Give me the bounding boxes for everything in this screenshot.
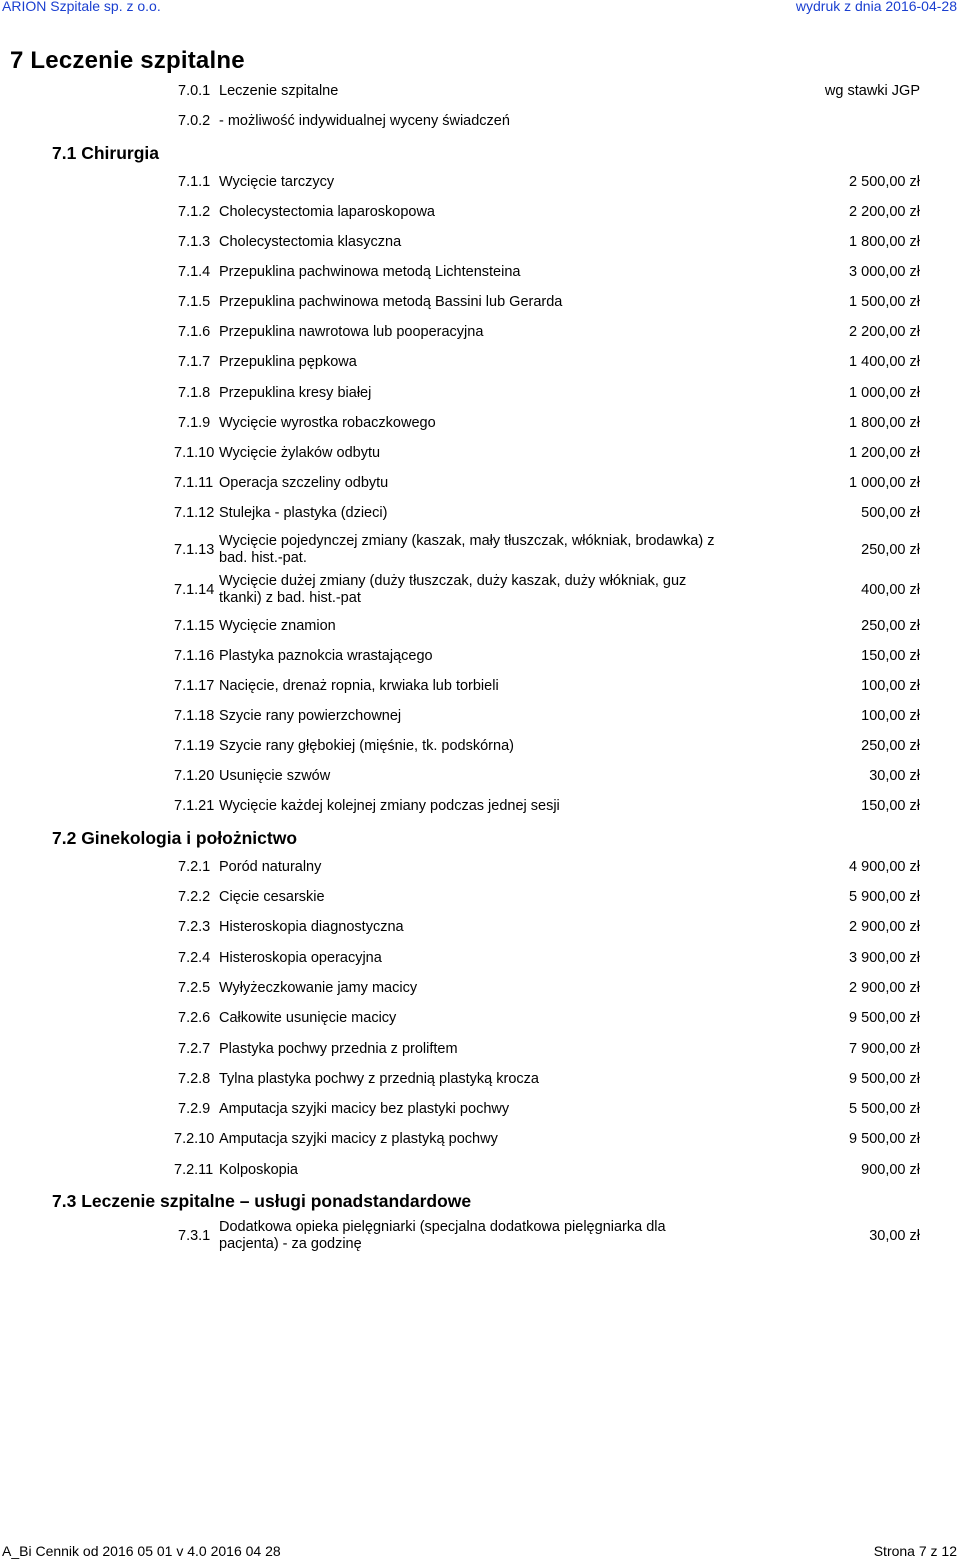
- item-number: 7.1.6: [178, 324, 211, 340]
- item-number: 7.1.5: [178, 294, 211, 310]
- item-price: 100,00 zł: [861, 708, 920, 724]
- item-description: Wycięcie pojedynczej zmiany (kaszak, mały tłuszczak, włókniak, brodawka) z bad. hist.-pat.: [219, 533, 715, 566]
- item-number: 7.2.9: [178, 1101, 211, 1117]
- item-price: 900,00 zł: [861, 1162, 920, 1178]
- item-number: 7.1.2: [178, 204, 211, 220]
- item-price: 1 800,00 zł: [849, 415, 920, 431]
- item-number: 7.2.7: [178, 1041, 211, 1057]
- item-number: 7.2.5: [178, 980, 211, 996]
- item-number: 7.1.1: [178, 174, 211, 190]
- item-number: 7.1.7: [178, 354, 211, 370]
- item-number: 7.1.4: [178, 264, 211, 280]
- item-number: 7.1.16: [174, 648, 215, 664]
- item-price: 500,00 zł: [861, 505, 920, 521]
- item-price: 1 400,00 zł: [849, 354, 920, 370]
- item-description: Wycięcie żylaków odbytu: [219, 445, 381, 461]
- item-price: 150,00 zł: [861, 798, 920, 814]
- item-description: Plastyka paznokcia wrastającego: [219, 648, 433, 664]
- item-number: 7.1.11: [174, 475, 214, 491]
- item-price: 1 000,00 zł: [849, 475, 920, 491]
- print-date: wydruk z dnia 2016-04-28: [795, 0, 957, 14]
- item-description: Nacięcie, drenaż ropnia, krwiaka lub torbieli: [219, 678, 499, 694]
- page-footer: [0, 1543, 960, 1561]
- item-description: Usunięcie szwów: [219, 768, 331, 784]
- item-number: 7.1.15: [174, 618, 215, 634]
- item-price: 100,00 zł: [861, 678, 920, 694]
- item-price: 4 900,00 zł: [849, 859, 920, 875]
- item-description: Wyłyżeczkowanie jamy macicy: [219, 980, 418, 996]
- item-description: Operacja szczeliny odbytu: [219, 475, 389, 491]
- item-number: 7.1.19: [174, 738, 215, 754]
- item-price: 9 500,00 zł: [849, 1131, 920, 1147]
- item-description: Dodatkowa opieka pielęgniarki (specjalna dodatkowa pielęgniarka dla pacjenta) - za godzinę: [219, 1219, 666, 1252]
- item-number: 7.2.1: [178, 859, 211, 875]
- item-price: 250,00 zł: [861, 618, 920, 634]
- item-description: Przepuklina pachwinowa metodą Lichtensteina: [219, 264, 521, 280]
- item-description: Histeroskopia operacyjna: [219, 950, 382, 966]
- item-price: 2 900,00 zł: [849, 980, 920, 996]
- item-price: 2 200,00 zł: [849, 204, 920, 220]
- item-number: 7.1.20: [174, 768, 215, 784]
- item-price: 2 200,00 zł: [849, 324, 920, 340]
- item-price: 9 500,00 zł: [849, 1010, 920, 1026]
- item-number: 7.1.18: [174, 708, 215, 724]
- item-description: Przepuklina nawrotowa lub pooperacyjna: [219, 324, 484, 340]
- item-number: 7.2.11: [174, 1162, 214, 1178]
- item-number: 7.2.3: [178, 919, 211, 935]
- item-number: 7.2.4: [178, 950, 211, 966]
- item-description: Szycie rany powierzchownej: [219, 708, 402, 724]
- item-number: 7.1.8: [178, 385, 211, 401]
- section-title-chirurgia: 7.1 Chirurgia: [52, 143, 159, 163]
- item-number: 7.1.10: [174, 445, 215, 461]
- item-number: 7.1.9: [178, 415, 211, 431]
- item-price: 9 500,00 zł: [849, 1071, 920, 1087]
- item-description: Wycięcie tarczycy: [219, 174, 335, 190]
- item-price: 30,00 zł: [869, 1228, 920, 1244]
- item-description: Wycięcie każdej kolejnej zmiany podczas jednej sesji: [219, 798, 560, 814]
- item-number: 7.2.6: [178, 1010, 211, 1026]
- item-price: 5 900,00 zł: [849, 889, 920, 905]
- item-description: Przepuklina pachwinowa metodą Bassini lub Gerarda: [219, 294, 563, 310]
- item-description: Cięcie cesarskie: [219, 889, 325, 905]
- item-number: 7.3.1: [178, 1228, 211, 1244]
- item-description: Poród naturalny: [219, 859, 322, 875]
- item-description: Wycięcie wyrostka robaczkowego: [219, 415, 436, 431]
- chapter-title: 7 Leczenie szpitalne: [10, 47, 245, 74]
- item-price: wg stawki JGP: [824, 83, 920, 99]
- item-description: Całkowite usunięcie macicy: [219, 1010, 397, 1026]
- item-price: 1 500,00 zł: [849, 294, 920, 310]
- item-description: Leczenie szpitalne: [219, 83, 339, 99]
- section-title-ginekologia: 7.2 Ginekologia i położnictwo: [52, 828, 298, 848]
- company-name: ARION Szpitale sp. z o.o.: [2, 0, 161, 14]
- page-number: Strona 7 z 12: [873, 1543, 957, 1559]
- item-price: 7 900,00 zł: [849, 1041, 920, 1057]
- item-description: Cholecystectomia laparoskopowa: [219, 204, 435, 220]
- item-description: Przepuklina kresy białej: [219, 385, 372, 401]
- item-description: Stulejka - plastyka (dzieci): [219, 505, 388, 521]
- item-number: 7.1.21: [174, 798, 215, 814]
- item-price: 3 000,00 zł: [849, 264, 920, 280]
- item-number: 7.2.2: [178, 889, 211, 905]
- item-description: Tylna plastyka pochwy z przednią plastyką krocza: [219, 1071, 539, 1087]
- item-description: Wycięcie dużej zmiany (duży tłuszczak, duży kaszak, duży włókniak, guz tkanki) z bad. hist.-pat: [219, 573, 687, 606]
- item-description: Plastyka pochwy przednia z proliftem: [219, 1041, 458, 1057]
- page-header: [0, 0, 960, 16]
- item-price: 2 500,00 zł: [849, 174, 920, 190]
- item-price: 1 800,00 zł: [849, 234, 920, 250]
- item-number: 7.0.1: [178, 83, 211, 99]
- item-price: 3 900,00 zł: [849, 950, 920, 966]
- item-number: 7.1.14: [174, 582, 215, 598]
- item-price: 150,00 zł: [861, 648, 920, 664]
- item-price: 30,00 zł: [869, 768, 920, 784]
- item-description: - możliwość indywidualnej wyceny świadczeń: [219, 113, 510, 129]
- item-price: 1 200,00 zł: [849, 445, 920, 461]
- item-description: Cholecystectomia klasyczna: [219, 234, 402, 250]
- item-price: 400,00 zł: [861, 582, 920, 598]
- item-price: 5 500,00 zł: [849, 1101, 920, 1117]
- item-price: 250,00 zł: [861, 738, 920, 754]
- item-price: 1 000,00 zł: [849, 385, 920, 401]
- item-description: Przepuklina pępkowa: [219, 354, 357, 370]
- item-description: Szycie rany głębokiej (mięśnie, tk. podskórna): [219, 738, 514, 754]
- item-description: Kolposkopia: [219, 1162, 298, 1178]
- item-number: 7.1.3: [178, 234, 211, 250]
- item-description: Amputacja szyjki macicy bez plastyki pochwy: [219, 1101, 510, 1117]
- item-description: Histeroskopia diagnostyczna: [219, 919, 404, 935]
- item-number: 7.1.12: [174, 505, 215, 521]
- document-version: A_Bi Cennik od 2016 05 01 v 4.0 2016 04 28: [2, 1543, 281, 1559]
- item-number: 7.2.10: [174, 1131, 215, 1147]
- section-title-uslugi-ponadstandardowe: 7.3 Leczenie szpitalne – usługi ponadstandardowe: [52, 1191, 472, 1211]
- item-price: 250,00 zł: [861, 542, 920, 558]
- item-description: Wycięcie znamion: [219, 618, 336, 634]
- item-number: 7.1.13: [174, 542, 215, 558]
- item-number: 7.2.8: [178, 1071, 211, 1087]
- item-price: 2 900,00 zł: [849, 919, 920, 935]
- item-number: 7.0.2: [178, 113, 211, 129]
- item-description: Amputacja szyjki macicy z plastyką pochwy: [219, 1131, 498, 1147]
- item-number: 7.1.17: [174, 678, 215, 694]
